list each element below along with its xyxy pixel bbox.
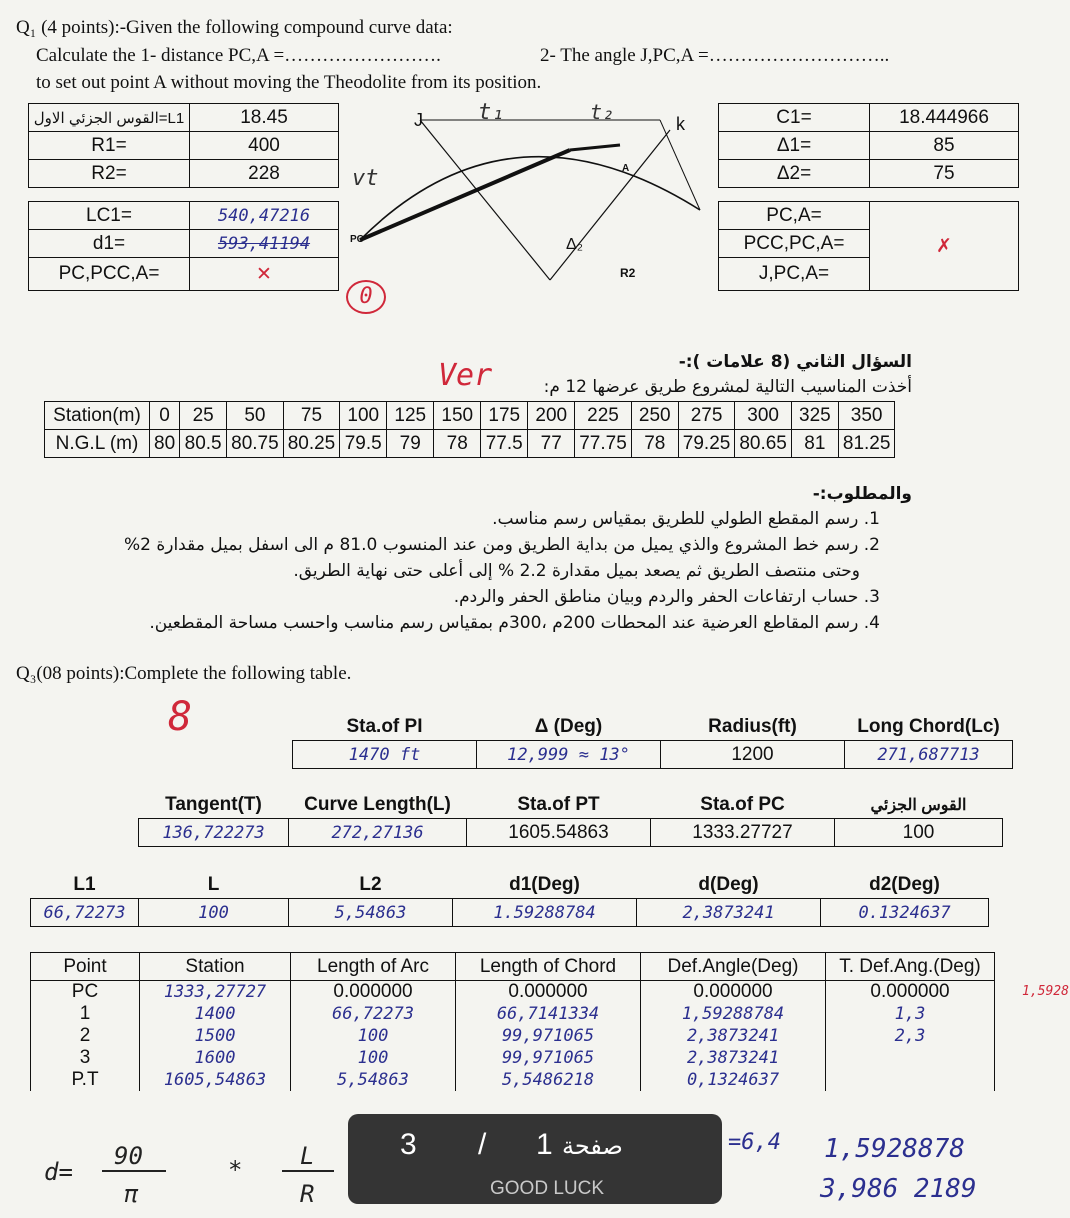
page-current: 3 [400, 1128, 417, 1161]
th-station: Station [140, 953, 291, 981]
ngl-cell: 80.25 [283, 430, 340, 458]
th-def-angle: Def.Angle(Deg) [641, 953, 826, 981]
station-cell: 350 [838, 402, 895, 430]
value-l1: 18.45 [190, 104, 339, 132]
hdr-d2: d2(Deg) [821, 871, 989, 899]
q1-right-table [718, 103, 1019, 188]
val-l1: 66,72273 [31, 899, 139, 927]
q2-item-4: 4. رسم المقاطع العرضية عند المحطات 200م ،300م بمقياس رسم مناسب واحسب مساحة المقطعين. [149, 613, 880, 633]
ngl-cell: 80.75 [227, 430, 284, 458]
label-j-pc-a: J,PC,A= [719, 258, 870, 291]
value-answer-mark: ✗ [870, 202, 1019, 291]
station-cell: 100 [340, 402, 387, 430]
q2-required: والمطلوب:- [812, 484, 912, 504]
q2-item-2b: وحتى منتصف الطريق ثم يصعد بميل مقدارة 2.2 % إلى أعلى حتى نهاية الطريق. [293, 561, 860, 581]
hdr-sta-pc: Sta.of PC [651, 791, 835, 819]
q3-score: 8 [168, 694, 193, 740]
station-cell: 250 [631, 402, 678, 430]
q2-item-3: 3. حساب ارتفاعات الحفر والردم وبيان مناطق الحفر والردم. [453, 587, 880, 607]
label-pc: PC [350, 234, 364, 245]
cell-def-angle: 2,3873241 [641, 1047, 826, 1069]
station-cell: 150 [434, 402, 481, 430]
table-row [31, 1047, 995, 1069]
ngl-cell: 81.25 [838, 430, 895, 458]
label-j: J [414, 110, 423, 130]
val-sta-pt: 1605.54863 [467, 819, 651, 847]
ngl-cell: 81 [791, 430, 838, 458]
th-point: Point [31, 953, 140, 981]
cell-point: 3 [31, 1047, 140, 1069]
label-delta2-diagram: Δ₂ [566, 236, 583, 253]
label-c1: C1= [719, 104, 870, 132]
val-d2: 0.1324637 [821, 899, 989, 927]
ngl-cell: 80.5 [180, 430, 227, 458]
cell-station: 1500 [140, 1025, 291, 1047]
station-cell: 25 [180, 402, 227, 430]
label-pc-a: PC,A= [719, 202, 870, 230]
page-word: صفحة [562, 1132, 623, 1160]
formula-r: R [300, 1180, 315, 1208]
ngl-cell: 80.65 [735, 430, 792, 458]
formula-l: L [300, 1142, 315, 1170]
cell-def-angle: 0,1324637 [641, 1069, 826, 1091]
label-d1: d1= [29, 230, 190, 258]
scribble-ver: Ver [438, 358, 493, 393]
q1-part1: Calculate the 1- distance PC,A =……………………. [36, 45, 441, 66]
ngl-row-label: N.G.L (m) [45, 430, 150, 458]
q1-left-table-2 [28, 201, 339, 291]
val-long-chord: 271,687713 [845, 741, 1013, 769]
ngl-cell: 77 [528, 430, 575, 458]
val-partial-arc: 100 [835, 819, 1003, 847]
hdr-d: d(Deg) [637, 871, 821, 899]
cell-def-angle: 0.000000 [641, 981, 826, 1004]
q2-item-2: 2. رسم خط المشروع والذي يميل من بداية الطريق ومن عند المنسوب 81.0 م الى اسفل بميل مقدارة 2% [123, 535, 880, 555]
cell-total-def [826, 1047, 995, 1069]
label-l1: القوس الجزئي الاول=L1 [29, 104, 190, 132]
val-l2: 5,54863 [289, 899, 453, 927]
a-tangent [570, 145, 620, 150]
val-radius: 1200 [661, 741, 845, 769]
value-d1: 593,41194 [190, 230, 339, 258]
radius-line-1 [420, 120, 550, 280]
formula-times: * [228, 1156, 243, 1184]
cell-arc: 100 [291, 1047, 456, 1069]
formula-bar-1 [102, 1170, 166, 1172]
cell-point: P.T [31, 1069, 140, 1091]
th-arc: Length of Arc [291, 953, 456, 981]
th-total-def: T. Def.Ang.(Deg) [826, 953, 995, 981]
cell-def-angle: 1,59288784 [641, 1003, 826, 1025]
label-pcc-pc-a: PCC,PC,A= [719, 230, 870, 258]
table-row [31, 1069, 995, 1091]
q1-score: 0 [346, 280, 386, 314]
val-d1: 1.59288784 [453, 899, 637, 927]
ngl-cell: 78 [631, 430, 678, 458]
cell-point: 1 [31, 1003, 140, 1025]
hdr-sta-pi: Sta.of PI [293, 713, 477, 741]
extra-note-1: =6,4 [728, 1130, 781, 1155]
hdr-partial-arc: القوس الجزئي [835, 791, 1003, 819]
value-r1: 400 [190, 132, 339, 160]
cell-total-def: 0.000000 [826, 981, 995, 1004]
val-delta: 12,999 ≈ 13° [477, 741, 661, 769]
hdr-l2: L2 [289, 871, 453, 899]
ngl-cell: 77.5 [481, 430, 528, 458]
hdr-delta: Δ (Deg) [477, 713, 661, 741]
ngl-cell: 80 [150, 430, 180, 458]
label-pc-pcc-a: PC,PCC,A= [29, 258, 190, 291]
hdr-radius: Radius(ft) [661, 713, 845, 741]
ngl-cell: 79 [387, 430, 434, 458]
cell-point: PC [31, 981, 140, 1004]
cell-point: 2 [31, 1025, 140, 1047]
label-delta2: Δ2= [719, 160, 870, 188]
cell-total-def: 2,3 [826, 1025, 995, 1047]
page-separator: / [478, 1128, 487, 1161]
q2-station-table [44, 401, 895, 458]
val-tangent: 136,722273 [139, 819, 289, 847]
cell-station: 1600 [140, 1047, 291, 1069]
station-cell: 75 [283, 402, 340, 430]
formula-denominator: π [124, 1180, 139, 1208]
cell-chord: 99,971065 [456, 1047, 641, 1069]
cell-def-angle: 2,3873241 [641, 1025, 826, 1047]
ngl-cell: 78 [434, 430, 481, 458]
pc-a-line [360, 150, 570, 240]
station-cell: 175 [481, 402, 528, 430]
ngl-cell: 77.75 [575, 430, 632, 458]
formula-numerator: 90 [114, 1142, 143, 1170]
q1-part2: 2- The angle J,PC,A =……………………….. [540, 45, 890, 66]
table-row [31, 1003, 995, 1025]
station-cell: 200 [528, 402, 575, 430]
q3-heading: Q₃(08 points):Complete the following table. [16, 663, 352, 684]
label-t2: t₂ [590, 100, 615, 124]
cell-chord: 99,971065 [456, 1025, 641, 1047]
q3-row3-table [30, 871, 989, 927]
station-cell: 275 [678, 402, 735, 430]
cell-station: 1605,54863 [140, 1069, 291, 1091]
q1-instruction: to set out point A without moving the Theodolite from its position. [36, 72, 542, 93]
table-row [31, 981, 995, 1004]
label-r2-diagram: R2 [620, 266, 636, 280]
cell-chord: 66,7141334 [456, 1003, 641, 1025]
page-indicator-overlay[interactable] [348, 1114, 722, 1204]
value-pc-pcc-a: ✕ [190, 258, 339, 291]
cell-chord: 5,5486218 [456, 1069, 641, 1091]
th-chord: Length of Chord [456, 953, 641, 981]
cell-arc: 0.000000 [291, 981, 456, 1004]
compound-curve-diagram [340, 100, 720, 300]
station-cell: 300 [735, 402, 792, 430]
q3-row1-table [292, 713, 1013, 769]
margin-note: 1,5928 [1022, 984, 1069, 999]
extra-note-2: 1,5928878 [824, 1134, 965, 1164]
cell-arc: 100 [291, 1025, 456, 1047]
table-row [31, 1025, 995, 1047]
label-k: k [676, 114, 685, 134]
footer-good-luck: GOOD LUCK [490, 1178, 605, 1199]
station-cell: 125 [387, 402, 434, 430]
value-delta1: 85 [870, 132, 1019, 160]
hdr-d1: d1(Deg) [453, 871, 637, 899]
label-r2: R2= [29, 160, 190, 188]
val-sta-pi: 1470 ft [293, 741, 477, 769]
formula-bar-2 [282, 1170, 334, 1172]
label-vt: vt [352, 166, 379, 191]
q2-item-1: 1. رسم المقطع الطولي للطريق بمقياس رسم مناسب. [492, 509, 880, 529]
cell-station: 1400 [140, 1003, 291, 1025]
ngl-cell: 79.5 [340, 430, 387, 458]
hdr-l: L [139, 871, 289, 899]
val-l: 100 [139, 899, 289, 927]
hdr-l1: L1 [31, 871, 139, 899]
cell-chord: 0.000000 [456, 981, 641, 1004]
q3-row2-table [138, 791, 1003, 847]
q1-right-table-2 [718, 201, 1019, 291]
q3-main-table [30, 952, 995, 1091]
q2-title: السؤال الثاني (8 علامات ):- [678, 352, 912, 372]
station-cell: 0 [150, 402, 180, 430]
q1-heading: Q₁ (4 points):-Given the following compound curve data: [16, 17, 453, 38]
cell-total-def [826, 1069, 995, 1091]
station-cell: 325 [791, 402, 838, 430]
station-row-label: Station(m) [45, 402, 150, 430]
station-cell: 50 [227, 402, 284, 430]
val-sta-pc: 1333.27727 [651, 819, 835, 847]
hdr-sta-pt: Sta.of PT [467, 791, 651, 819]
value-delta2: 75 [870, 160, 1019, 188]
page-number: 1 [536, 1128, 553, 1161]
ngl-cell: 79.25 [678, 430, 735, 458]
val-d: 2,3873241 [637, 899, 821, 927]
hdr-tangent: Tangent(T) [139, 791, 289, 819]
value-c1: 18.444966 [870, 104, 1019, 132]
hdr-long-chord: Long Chord(Lc) [845, 713, 1013, 741]
label-lc1: LC1= [29, 202, 190, 230]
value-lc1: 540,47216 [190, 202, 339, 230]
station-cell: 225 [575, 402, 632, 430]
val-curve-length: 272,27136 [289, 819, 467, 847]
cell-station: 1333,27727 [140, 981, 291, 1004]
value-r2: 228 [190, 160, 339, 188]
cell-arc: 66,72273 [291, 1003, 456, 1025]
cell-arc: 5,54863 [291, 1069, 456, 1091]
q2-intro: أخذت المناسيب التالية لمشروع طريق عرضها 12 م: [543, 377, 912, 397]
formula-lhs: d= [44, 1158, 73, 1186]
q1-left-table [28, 103, 339, 188]
label-a: A [622, 163, 630, 174]
label-r1: R1= [29, 132, 190, 160]
cell-total-def: 1,3 [826, 1003, 995, 1025]
label-t1: t₁ [478, 100, 505, 125]
extra-note-3: 3,986 2189 [820, 1174, 977, 1204]
hdr-curve-length: Curve Length(L) [289, 791, 467, 819]
label-delta1: Δ1= [719, 132, 870, 160]
